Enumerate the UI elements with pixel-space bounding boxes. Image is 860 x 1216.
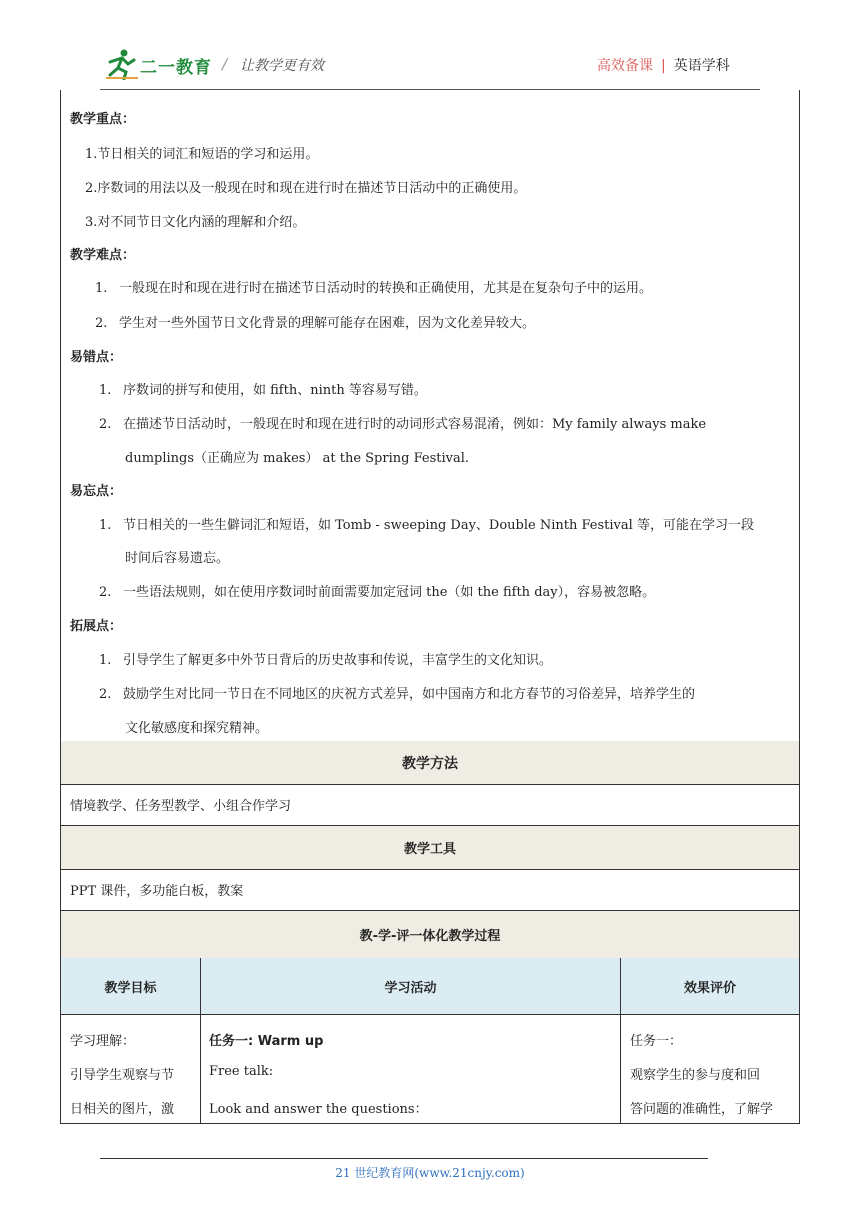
column-activity: 学习活动 <box>384 980 437 996</box>
extend-item: 2. 鼓励学生对比同一节日在不同地区的庆祝方式差异，如中国南方和北方春节的习俗差异，培养学生的 <box>99 687 696 702</box>
focus-title: 教学重点： <box>70 112 136 127</box>
extend-title: 拓展点： <box>70 619 123 634</box>
forget-item: 1. 节日相关的一些生僻词汇和短语，如 Tomb - sweeping Day、Double Ninth Festival 等，可能在学习一段 <box>99 518 754 533</box>
slogan: 让教学更有效 <box>240 58 324 74</box>
header-accent-label: 高效备课 <box>597 58 653 74</box>
method-content: 情境教学、任务型教学、小组合作学习 <box>70 799 292 814</box>
difficulty-item: 2. 学生对一些外国节日文化背景的理解可能存在困难，因为文化差异较大。 <box>95 316 536 331</box>
goal-line: 日相关的图片，激 <box>70 1102 175 1117</box>
header-right <box>597 55 730 75</box>
process-title: 教-学-评一体化教学过程 <box>359 929 501 944</box>
evaluation-line: 答问题的准确性，了解学 <box>630 1102 774 1117</box>
tools-content-row <box>61 869 799 911</box>
activity-line: Free talk: <box>209 1064 274 1079</box>
footer-divider <box>100 1158 708 1159</box>
focus-item: 2.序数词的用法以及一般现在时和现在进行时在描述节日活动中的正确使用。 <box>85 181 527 196</box>
difficulty-item: 1. 一般现在时和现在进行时在描述节日活动时的转换和正确使用，尤其是在复杂句子中的运用。 <box>95 281 653 296</box>
forget-title: 易忘点： <box>70 484 123 499</box>
focus-item: 3.对不同节日文化内涵的理解和介绍。 <box>85 215 306 230</box>
column-divider <box>200 1014 201 1124</box>
goal-line: 学习理解： <box>70 1034 136 1049</box>
footer-link[interactable]: 21 世纪教育网(www.21cnjy.com) <box>335 1166 525 1180</box>
tools-content: PPT 课件，多功能白板，教案 <box>70 884 244 899</box>
activity-title: 任务一: Warm up <box>209 1034 324 1049</box>
runner-logo-icon <box>104 48 140 80</box>
forget-item-continued: 时间后容易遗忘。 <box>125 551 230 566</box>
process-column-header <box>61 958 799 1015</box>
method-header <box>61 741 799 785</box>
process-header <box>61 911 799 959</box>
errors-title: 易错点： <box>70 350 123 365</box>
errors-item: 2. 在描述节日活动时，一般现在时和现在进行时的动词形式容易混淆，例如：My family always make <box>99 417 707 432</box>
slogan-separator: / <box>222 55 228 73</box>
column-goal: 教学目标 <box>104 980 157 996</box>
tools-header <box>61 826 799 870</box>
column-divider <box>620 1014 621 1124</box>
logo-text: 二一教育 <box>140 58 212 78</box>
errors-item-continued: dumplings（正确应为 makes） at the Spring Festival. <box>125 451 470 466</box>
logo <box>104 48 214 82</box>
focus-item: 1.节日相关的词汇和短语的学习和运用。 <box>85 147 319 162</box>
evaluation-line: 任务一： <box>630 1034 683 1049</box>
activity-line: Look and answer the questions： <box>209 1102 428 1117</box>
header-subject: 英语学科 <box>673 58 730 74</box>
page-header <box>0 0 860 90</box>
tools-title: 教学工具 <box>403 842 456 857</box>
difficulty-title: 教学难点： <box>70 248 136 263</box>
column-evaluation: 效果评价 <box>683 980 736 996</box>
extend-item-continued: 文化敏感度和探究精神。 <box>125 721 269 736</box>
forget-item: 2. 一些语法规则，如在使用序数词时前面需要加定冠词 the（如 the fifth day），容易被忽略。 <box>99 585 656 600</box>
goal-line: 引导学生观察与节 <box>70 1068 175 1083</box>
errors-item: 1. 序数词的拼写和使用，如 fifth、ninth 等容易写错。 <box>99 383 427 398</box>
method-content-row <box>61 784 799 826</box>
method-title: 教学方法 <box>402 755 458 772</box>
key-points-section <box>61 90 799 742</box>
process-row <box>61 1014 799 1124</box>
evaluation-line: 观察学生的参与度和回 <box>630 1068 761 1083</box>
header-separator: | <box>661 58 666 74</box>
lesson-table <box>60 90 800 1124</box>
extend-item: 1. 引导学生了解更多中外节日背后的历史故事和传说，丰富学生的文化知识。 <box>99 653 553 668</box>
